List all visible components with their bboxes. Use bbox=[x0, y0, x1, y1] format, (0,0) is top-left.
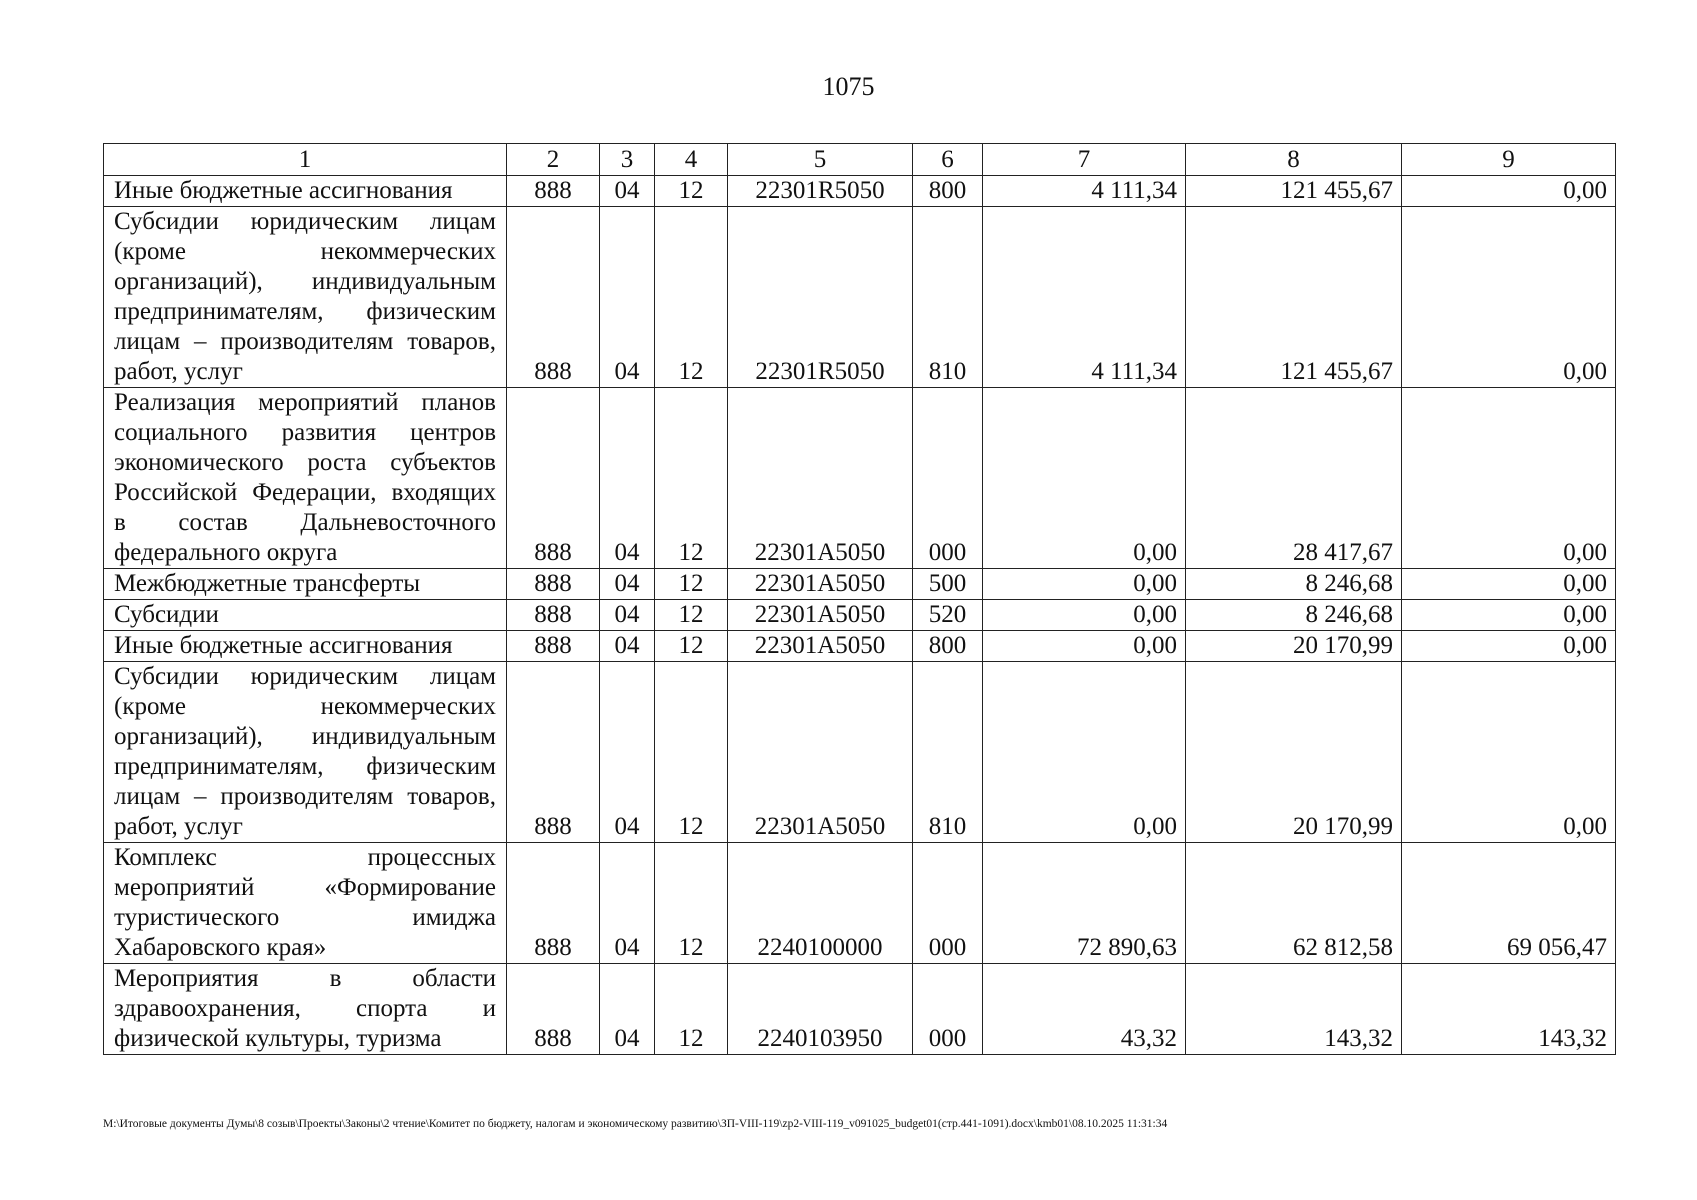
cell-code-2: 888 bbox=[507, 964, 600, 1055]
cell-code-3: 04 bbox=[600, 843, 655, 964]
cell-value-7: 4 111,34 bbox=[983, 176, 1186, 207]
cell-code-6: 800 bbox=[913, 631, 983, 662]
cell-code-5: 22301A5050 bbox=[728, 662, 913, 843]
cell-value-7: 0,00 bbox=[983, 631, 1186, 662]
cell-value-8: 121 455,67 bbox=[1186, 176, 1402, 207]
cell-code-4: 12 bbox=[655, 600, 728, 631]
table-row bbox=[104, 569, 1616, 600]
cell-value-8: 143,32 bbox=[1186, 964, 1402, 1055]
cell-name: Мероприятия в области здравоохранения, спорта и физической культуры, туризма bbox=[104, 964, 507, 1055]
cell-code-3: 04 bbox=[600, 600, 655, 631]
cell-value-9: 143,32 bbox=[1402, 964, 1616, 1055]
cell-code-6: 000 bbox=[913, 388, 983, 569]
cell-code-4: 12 bbox=[655, 388, 728, 569]
cell-value-7: 0,00 bbox=[983, 569, 1186, 600]
cell-code-3: 04 bbox=[600, 388, 655, 569]
column-header: 4 bbox=[655, 144, 728, 176]
cell-value-8: 20 170,99 bbox=[1186, 631, 1402, 662]
cell-code-2: 888 bbox=[507, 176, 600, 207]
cell-value-8: 62 812,58 bbox=[1186, 843, 1402, 964]
cell-code-5: 2240103950 bbox=[728, 964, 913, 1055]
cell-name: Субсидии юридическим лицам (кроме некоммерческих организаций), индивидуальным предпринимателям, физическим лицам – производителям товаров, работ, услуг bbox=[104, 662, 507, 843]
header-row bbox=[104, 144, 1616, 176]
page-number: 1075 bbox=[822, 72, 875, 101]
cell-name: Межбюджетные трансферты bbox=[104, 569, 507, 600]
cell-code-5: 22301A5050 bbox=[728, 600, 913, 631]
table-body bbox=[104, 176, 1616, 1055]
cell-value-7: 0,00 bbox=[983, 662, 1186, 843]
cell-code-3: 04 bbox=[600, 207, 655, 388]
cell-code-4: 12 bbox=[655, 843, 728, 964]
cell-code-2: 888 bbox=[507, 600, 600, 631]
budget-table bbox=[103, 143, 1616, 1055]
cell-code-6: 000 bbox=[913, 843, 983, 964]
cell-value-9: 0,00 bbox=[1402, 388, 1616, 569]
cell-code-2: 888 bbox=[507, 388, 600, 569]
cell-code-6: 810 bbox=[913, 662, 983, 843]
column-header: 1 bbox=[104, 144, 507, 176]
cell-code-3: 04 bbox=[600, 176, 655, 207]
column-header: 5 bbox=[728, 144, 913, 176]
cell-code-5: 22301R5050 bbox=[728, 176, 913, 207]
cell-value-7: 0,00 bbox=[983, 388, 1186, 569]
cell-code-4: 12 bbox=[655, 176, 728, 207]
cell-code-5: 22301A5050 bbox=[728, 569, 913, 600]
cell-name: Иные бюджетные ассигнования bbox=[104, 631, 507, 662]
cell-value-9: 0,00 bbox=[1402, 569, 1616, 600]
table-row bbox=[104, 388, 1616, 569]
cell-value-7: 0,00 bbox=[983, 600, 1186, 631]
cell-value-9: 0,00 bbox=[1402, 176, 1616, 207]
cell-value-8: 20 170,99 bbox=[1186, 662, 1402, 843]
cell-code-5: 2240100000 bbox=[728, 843, 913, 964]
cell-code-5: 22301R5050 bbox=[728, 207, 913, 388]
footer-file-path: M:\Итоговые документы Думы\8 созыв\Проекты\Законы\2 чтение\Комитет по бюджету, налогам и экономическому развитию\ЗП-VIII-119\zp2-VIII-119_v091025_budget01(стр.441-1091).docx\kmb01\08.10.2025 11:31:34 bbox=[103, 1118, 1168, 1130]
column-header: 2 bbox=[507, 144, 600, 176]
column-header: 3 bbox=[600, 144, 655, 176]
cell-value-9: 0,00 bbox=[1402, 631, 1616, 662]
cell-code-5: 22301A5050 bbox=[728, 631, 913, 662]
cell-value-7: 72 890,63 bbox=[983, 843, 1186, 964]
cell-name: Субсидии юридическим лицам (кроме некоммерческих организаций), индивидуальным предпринимателям, физическим лицам – производителям товаров, работ, услуг bbox=[104, 207, 507, 388]
cell-code-6: 810 bbox=[913, 207, 983, 388]
cell-value-9: 69 056,47 bbox=[1402, 843, 1616, 964]
column-header: 7 bbox=[983, 144, 1186, 176]
table-row bbox=[104, 207, 1616, 388]
cell-code-3: 04 bbox=[600, 964, 655, 1055]
cell-value-9: 0,00 bbox=[1402, 207, 1616, 388]
cell-value-8: 28 417,67 bbox=[1186, 388, 1402, 569]
cell-value-8: 8 246,68 bbox=[1186, 600, 1402, 631]
table-row bbox=[104, 600, 1616, 631]
cell-code-5: 22301A5050 bbox=[728, 388, 913, 569]
cell-code-4: 12 bbox=[655, 964, 728, 1055]
cell-name: Комплекс процессных мероприятий «Формирование туристического имиджа Хабаровского края» bbox=[104, 843, 507, 964]
cell-name: Иные бюджетные ассигнования bbox=[104, 176, 507, 207]
cell-code-6: 520 bbox=[913, 600, 983, 631]
cell-code-2: 888 bbox=[507, 207, 600, 388]
cell-name: Субсидии bbox=[104, 600, 507, 631]
cell-value-7: 4 111,34 bbox=[983, 207, 1186, 388]
cell-code-2: 888 bbox=[507, 569, 600, 600]
table-row bbox=[104, 843, 1616, 964]
cell-code-3: 04 bbox=[600, 662, 655, 843]
table-row bbox=[104, 964, 1616, 1055]
cell-code-4: 12 bbox=[655, 662, 728, 843]
column-header: 9 bbox=[1402, 144, 1616, 176]
table-row bbox=[104, 176, 1616, 207]
column-header: 8 bbox=[1186, 144, 1402, 176]
table-row bbox=[104, 631, 1616, 662]
cell-code-6: 000 bbox=[913, 964, 983, 1055]
cell-value-9: 0,00 bbox=[1402, 662, 1616, 843]
cell-value-8: 121 455,67 bbox=[1186, 207, 1402, 388]
cell-code-3: 04 bbox=[600, 631, 655, 662]
table-row bbox=[104, 662, 1616, 843]
cell-value-7: 43,32 bbox=[983, 964, 1186, 1055]
column-header: 6 bbox=[913, 144, 983, 176]
cell-code-6: 800 bbox=[913, 176, 983, 207]
cell-code-2: 888 bbox=[507, 843, 600, 964]
cell-code-4: 12 bbox=[655, 207, 728, 388]
cell-name: Реализация мероприятий планов социального развития центров экономического роста субъектов Российской Федерации, входящих в состав Дальневосточного федерального округа bbox=[104, 388, 507, 569]
cell-code-4: 12 bbox=[655, 631, 728, 662]
cell-code-2: 888 bbox=[507, 631, 600, 662]
cell-code-3: 04 bbox=[600, 569, 655, 600]
cell-code-2: 888 bbox=[507, 662, 600, 843]
cell-value-8: 8 246,68 bbox=[1186, 569, 1402, 600]
cell-code-4: 12 bbox=[655, 569, 728, 600]
cell-value-9: 0,00 bbox=[1402, 600, 1616, 631]
cell-code-6: 500 bbox=[913, 569, 983, 600]
